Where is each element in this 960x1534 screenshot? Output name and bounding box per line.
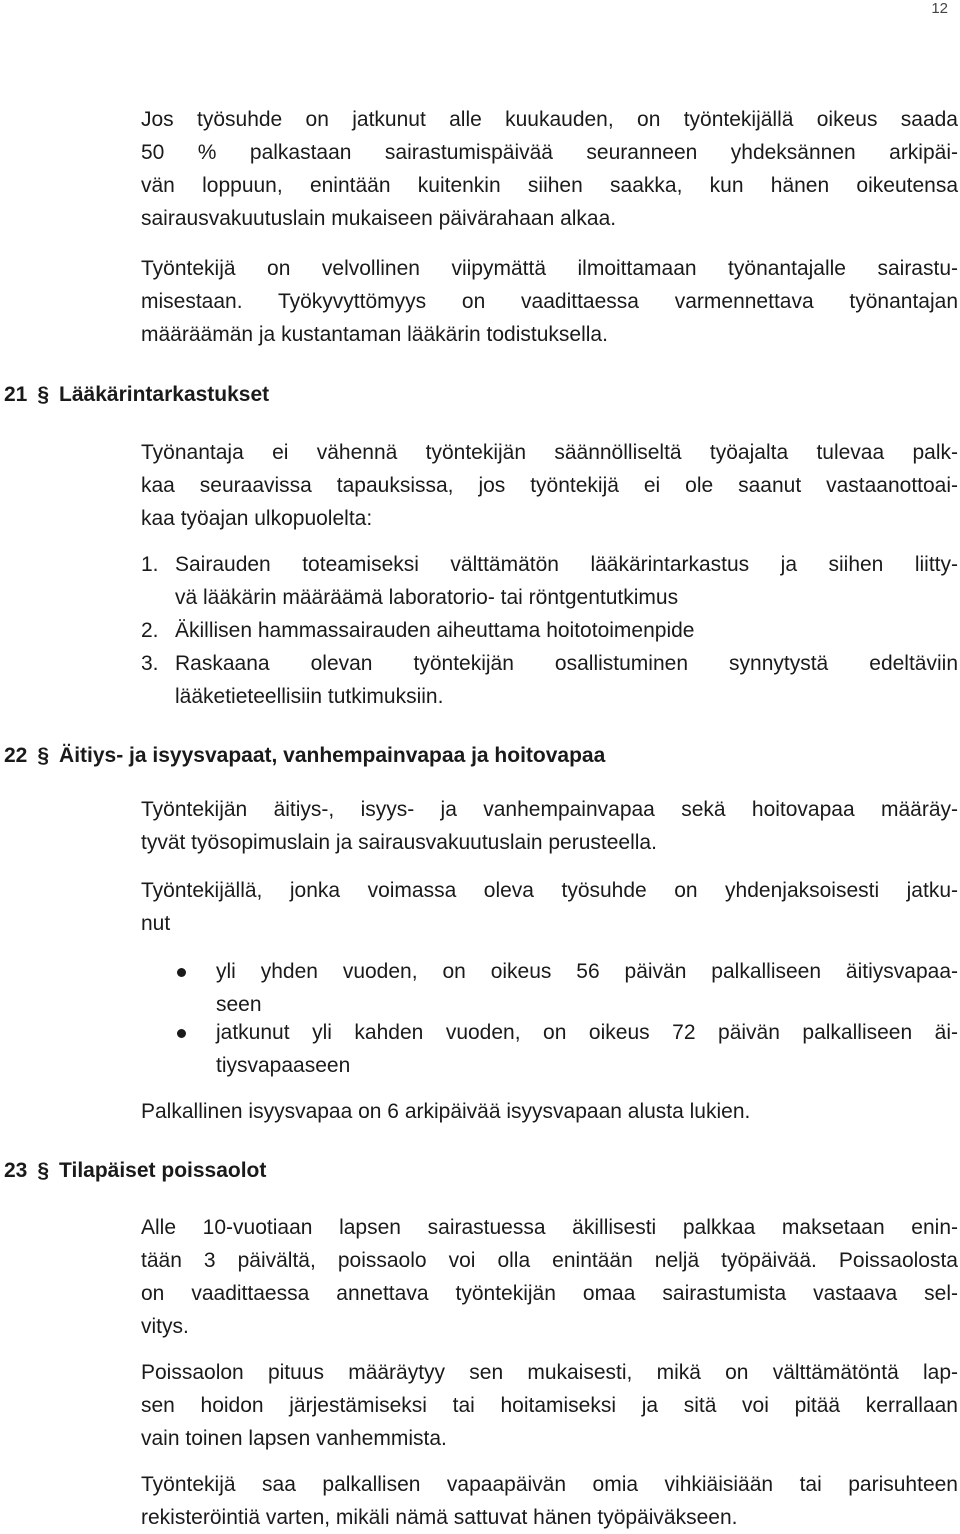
list-marker: 3.	[141, 652, 159, 675]
list-marker: 2.	[141, 619, 159, 642]
text-line: vitys.	[141, 1315, 189, 1338]
section-number: 22	[4, 744, 28, 767]
paragraph-notification	[141, 252, 958, 351]
paragraph-absence-length	[141, 1356, 958, 1455]
section-number: 21	[4, 383, 28, 406]
paragraph-family-leave	[141, 793, 958, 859]
text-line: Raskaana olevan työntekijän osallistuminen synnytystä edeltäviin	[175, 652, 958, 675]
section-title: Lääkärintarkastukset	[59, 383, 270, 406]
text-line: seen	[216, 993, 262, 1016]
text-line: Työntekijä saa palkallisen vapaapäivän omia vihkiäisiään tai parisuhteen	[141, 1473, 958, 1496]
bullet-item	[141, 1016, 958, 1082]
text-line: tiysvapaaseen	[216, 1054, 351, 1077]
list-marker: 1.	[141, 553, 159, 576]
text-line: tyvät työsopimuslain ja sairausvakuutuslain perusteella.	[141, 831, 657, 854]
bullet-item	[141, 955, 958, 1021]
section-title: Äitiys- ja isyysvapaat, vanhempainvapaa ja hoitovapaa	[59, 744, 606, 767]
text-line: vä lääkärin määräämä laboratorio- tai röntgentutkimus	[175, 586, 679, 609]
text-line: Työntekijällä, jonka voimassa oleva työsuhde on yhdenjaksoisesti jatku-	[141, 879, 958, 902]
section-heading-22	[4, 741, 605, 771]
text-line: vän loppuun, enintään kuitenkin siihen saakka, kun hänen oikeutensa	[141, 174, 958, 197]
section-number: 23	[4, 1159, 28, 1182]
text-line: sen hoidon järjestämiseksi tai hoitamiseksi ja sitä voi pitää kerrallaan	[141, 1394, 958, 1417]
text-line: misestaan. Työkyvyttömyys on vaadittaessa varmennettava työnantajan	[141, 290, 958, 313]
text-line: tään 3 päivältä, poissaolo voi olla enintään neljä työpäivää. Poissaolosta	[141, 1249, 958, 1272]
text-line: Poissaolon pituus määräytyy sen mukaisesti, mikä on välttämätöntä lap-	[141, 1361, 958, 1384]
section-heading-21	[4, 380, 269, 410]
paragraph-paternity-leave	[141, 1095, 958, 1128]
text-line: Äkillisen hammassairauden aiheuttama hoitotoimenpide	[175, 619, 695, 642]
section-heading-23	[4, 1156, 266, 1186]
text-line: kaa seuraavissa tapauksissa, jos työntekijä ei ole saanut vastaanottoai-	[141, 474, 958, 497]
text-line: on vaadittaessa annettava työntekijän omaa sairastumista vastaava sel-	[141, 1282, 958, 1305]
section-symbol-icon: §	[37, 744, 50, 767]
section-symbol-icon: §	[37, 1159, 50, 1182]
text-line: Jos työsuhde on jatkunut alle kuukauden, on työntekijällä oikeus saada	[141, 108, 958, 131]
paragraph-sick-pay	[141, 103, 958, 235]
text-line: Työntekijä on velvollinen viipymättä ilmoittamaan työnantajalle sairastu-	[141, 257, 958, 280]
text-line: Alle 10-vuotiaan lapsen sairastuessa äkillisesti palkkaa maksetaan enin-	[141, 1216, 958, 1239]
paragraph-child-sickness	[141, 1211, 958, 1343]
page-number: 12	[931, 0, 948, 17]
text-line: määräämän ja kustantaman lääkärin todistuksella.	[141, 323, 608, 346]
text-line: rekisteröintiä varten, mikäli nämä sattuvat hänen työpäiväkseen.	[141, 1506, 738, 1529]
text-line: vain toinen lapsen vanhemmista.	[141, 1427, 447, 1450]
text-line: jatkunut yli kahden vuoden, on oikeus 72 päivän palkalliseen äi-	[216, 1021, 958, 1044]
bullet-icon	[177, 1029, 186, 1038]
text-line: 50 % palkastaan sairastumispäivää seuranneen yhdeksännen arkipäi-	[141, 141, 958, 164]
list-item	[141, 614, 958, 647]
section-title: Tilapäiset poissaolot	[59, 1159, 267, 1182]
text-line: nut	[141, 912, 171, 935]
paragraph-medical-exams	[141, 436, 958, 535]
section-symbol-icon: §	[37, 383, 50, 406]
list-item	[141, 647, 958, 713]
bullet-icon	[177, 968, 186, 977]
text-line: Palkallinen isyysvapaa on 6 arkipäivää isyysvapaan alusta lukien.	[141, 1100, 751, 1123]
list-item	[141, 548, 958, 614]
text-line: yli yhden vuoden, on oikeus 56 päivän palkalliseen äitiysvapaa-	[216, 960, 958, 983]
text-line: Sairauden toteamiseksi välttämätön lääkärintarkastus ja siihen liitty-	[175, 553, 958, 576]
text-line: Työntekijän äitiys-, isyys- ja vanhempainvapaa sekä hoitovapaa määräy-	[141, 798, 958, 821]
text-line: sairausvakuutuslain mukaiseen päivärahaan alkaa.	[141, 207, 617, 230]
text-line: Työnantaja ei vähennä työntekijän säännölliseltä työajalta tulevaa palk-	[141, 441, 958, 464]
text-line: lääketieteellisiin tutkimuksiin.	[175, 685, 444, 708]
paragraph-employment-duration	[141, 874, 958, 940]
paragraph-wedding-day-off	[141, 1468, 958, 1534]
text-line: kaa työajan ulkopuolelta:	[141, 507, 373, 530]
